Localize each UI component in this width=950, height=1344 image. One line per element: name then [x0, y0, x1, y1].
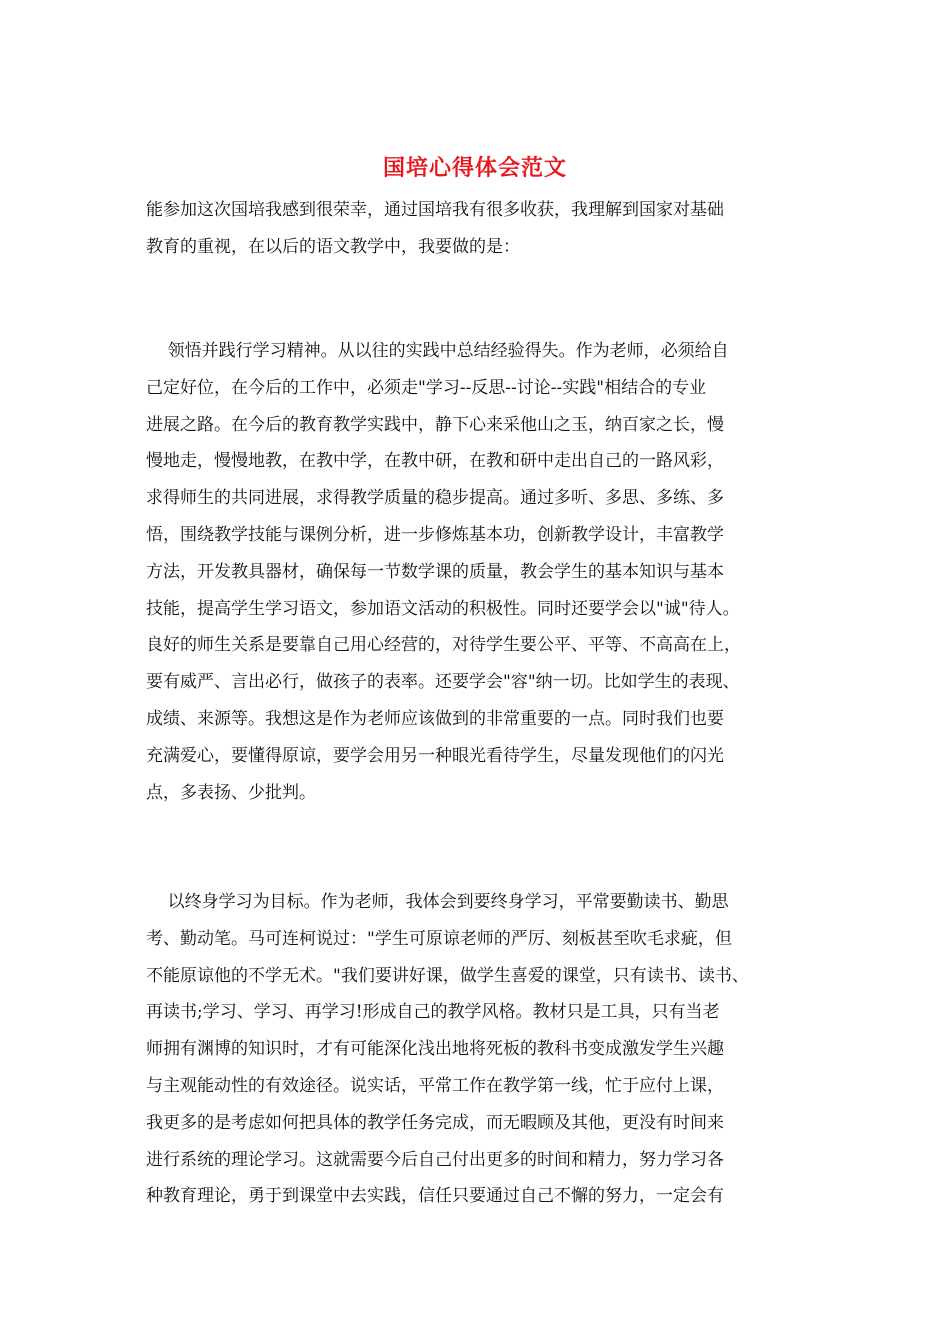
- text-line: 种教育理论，勇于到课堂中去实践，信任只要通过自己不懈的努力，一定会有: [146, 1186, 724, 1207]
- text-line: 良好的师生关系是要靠自己用心经营的，对待学生要公平、平等、不高高在上，: [146, 635, 741, 656]
- text-line: 成绩、来源等。我想这是作为老师应该做到的非常重要的一点。同时我们也要: [146, 708, 724, 729]
- text-line: 己定好位，在今后的工作中，必须走"学习--反思--讨论--实践"相结合的专业: [146, 377, 707, 398]
- text-line: 能参加这次国培我感到很荣幸，通过国培我有很多收获，我理解到国家对基础: [146, 200, 724, 220]
- intro-paragraph: [146, 192, 816, 266]
- text-line: 教育的重视，在以后的语文教学中，我要做的是：: [146, 236, 520, 257]
- text-line: 求得师生的共同进展，求得教学质量的稳步提高。通过多听、多思、多练、多: [146, 488, 724, 509]
- text-line: 点，多表扬、少批判。: [146, 782, 316, 803]
- text-line: 与主观能动性的有效途径。说实话，平常工作在教学第一线，忙于应付上课，: [146, 1075, 724, 1096]
- text-line: 考、勤动笔。马可连柯说过："学生可原谅老师的严厉、刻板甚至吹毛求疵，但: [146, 928, 732, 949]
- text-line: 再读书;学习、学习、再学习!形成自己的教学风格。教材只是工具，只有当老: [146, 1002, 720, 1023]
- text-line: 要有威严、言出必行，做孩子的表率。还要学会"容"纳一切。比如学生的表现、: [146, 672, 740, 693]
- paragraph-2: [146, 884, 816, 1215]
- text-line: 悟，围绕教学技能与课例分析，进一步修炼基本功，创新教学设计，丰富教学: [146, 524, 724, 545]
- text-line: 不能原谅他的不学无术。"我们要讲好课，做学生喜爱的课堂，只有读书、读书、: [146, 965, 749, 986]
- document-title: 国培心得体会范文: [382, 155, 567, 181]
- text-line: 以终身学习为目标。作为老师，我体会到要终身学习，平常要勤读书、勤思: [146, 892, 729, 912]
- text-line: 师拥有渊博的知识时，才有可能深化浅出地将死板的教科书变成激发学生兴趣: [146, 1039, 724, 1060]
- text-line: 慢地走，慢慢地教，在教中学，在教中研，在教和研中走出自己的一路风彩，: [146, 451, 724, 472]
- paragraph-1: [146, 333, 816, 811]
- text-line: 进行系统的理论学习。这就需要今后自己付出更多的时间和精力，努力学习各: [146, 1149, 724, 1170]
- text-line: 我更多的是考虑如何把具体的教学任务完成，而无暇顾及其他，更没有时间来: [146, 1112, 724, 1133]
- text-line: 领悟并践行学习精神。从以往的实践中总结经验得失。作为老师，必须给自: [146, 341, 729, 361]
- text-line: 充满爱心，要懂得原谅，要学会用另一种眼光看待学生，尽量发现他们的闪光: [146, 745, 724, 766]
- text-line: 进展之路。在今后的教育教学实践中，静下心来采他山之玉，纳百家之长，慢: [146, 414, 724, 435]
- text-line: 方法，开发教具器材，确保每一节数学课的质量，教会学生的基本知识与基本: [146, 561, 724, 582]
- text-line: 技能，提高学生学习语文，参加语文活动的积极性。同时还要学会以"诚"待人。: [146, 598, 740, 619]
